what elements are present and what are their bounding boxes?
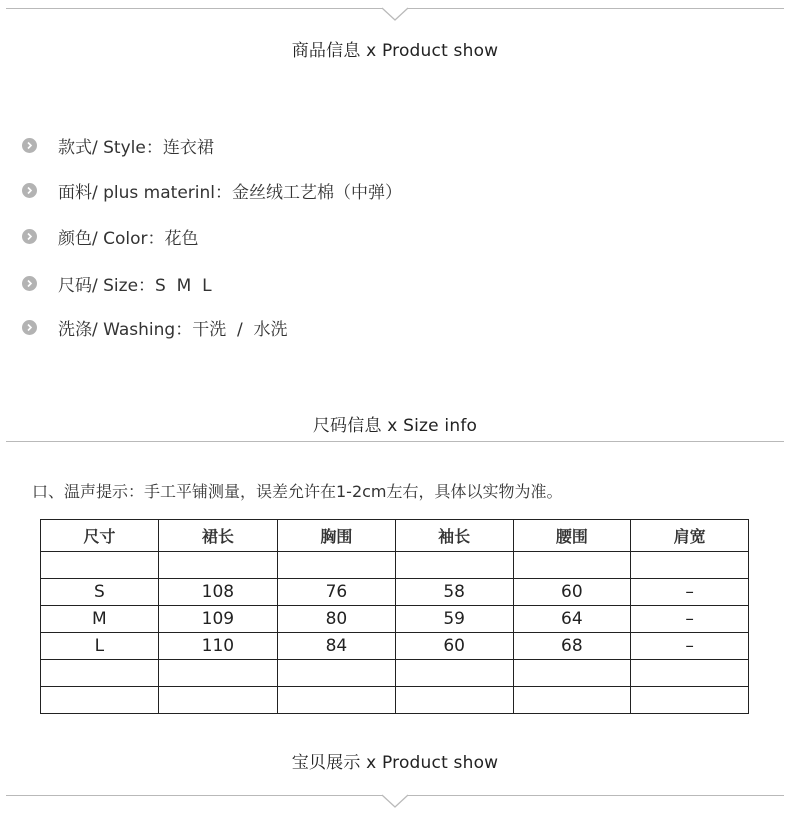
- header-sleeve-length: 袖长: [395, 520, 513, 552]
- header-waist: 腰围: [513, 520, 631, 552]
- table-header-row: [41, 520, 749, 552]
- table-row-empty: [41, 687, 749, 714]
- table-cell: 84: [278, 633, 396, 660]
- spec-item-size: [22, 271, 212, 295]
- table-cell: 60: [513, 579, 631, 606]
- table-cell: –: [631, 633, 749, 660]
- table-cell: 64: [513, 606, 631, 633]
- size-cell: M: [41, 606, 159, 633]
- chevron-right-icon: [22, 138, 37, 153]
- table-cell: 58: [395, 579, 513, 606]
- header-shoulder: 肩宽: [631, 520, 749, 552]
- table-cell: –: [631, 579, 749, 606]
- spec-label: 洗涤/ Washing：干洗 / 水洗: [58, 319, 288, 340]
- measurement-notice: 口、温声提示：手工平铺测量，误差允许在1-2cm左右，具体以实物为准。: [32, 482, 563, 501]
- product-info-title: 商品信息 x Product show: [291, 41, 499, 61]
- size-cell: L: [41, 633, 159, 660]
- spec-item-style: [22, 133, 214, 157]
- chevron-right-icon: [22, 276, 37, 291]
- header-size: 尺寸: [41, 520, 159, 552]
- chevron-right-icon: [22, 183, 37, 198]
- spec-item-material: [22, 178, 402, 202]
- chevron-down-icon: [380, 794, 410, 810]
- size-info-divider: [6, 441, 784, 442]
- chevron-right-icon: [22, 320, 37, 335]
- chevron-right-icon: [22, 229, 37, 244]
- table-cell: 108: [158, 579, 277, 606]
- product-show-title: 宝贝展示 x Product show: [291, 753, 499, 773]
- table-row-empty: [41, 552, 749, 579]
- spec-item-color: [22, 224, 199, 248]
- header-bust: 胸围: [278, 520, 396, 552]
- chevron-down-icon: [380, 7, 410, 23]
- table-cell: 109: [158, 606, 277, 633]
- table-cell: –: [631, 606, 749, 633]
- table-cell: 110: [158, 633, 277, 660]
- table-row: [41, 606, 749, 633]
- spec-label: 面料/ plus materinl：金丝绒工艺棉（中弹）: [58, 182, 402, 203]
- table-row-empty: [41, 660, 749, 687]
- table-cell: 80: [278, 606, 396, 633]
- spec-item-washing: [22, 315, 288, 339]
- size-table: [40, 519, 749, 714]
- table-cell: 68: [513, 633, 631, 660]
- table-row: [41, 633, 749, 660]
- spec-label: 颜色/ Color：花色: [58, 228, 199, 249]
- spec-label: 尺码/ Size：S M L: [58, 275, 212, 296]
- table-cell: 76: [278, 579, 396, 606]
- header-skirt-length: 裙长: [158, 520, 277, 552]
- table-row: [41, 579, 749, 606]
- size-cell: S: [41, 579, 159, 606]
- size-info-title: 尺码信息 x Size info: [312, 416, 478, 436]
- table-cell: 60: [395, 633, 513, 660]
- spec-label: 款式/ Style：连衣裙: [58, 137, 214, 158]
- table-cell: 59: [395, 606, 513, 633]
